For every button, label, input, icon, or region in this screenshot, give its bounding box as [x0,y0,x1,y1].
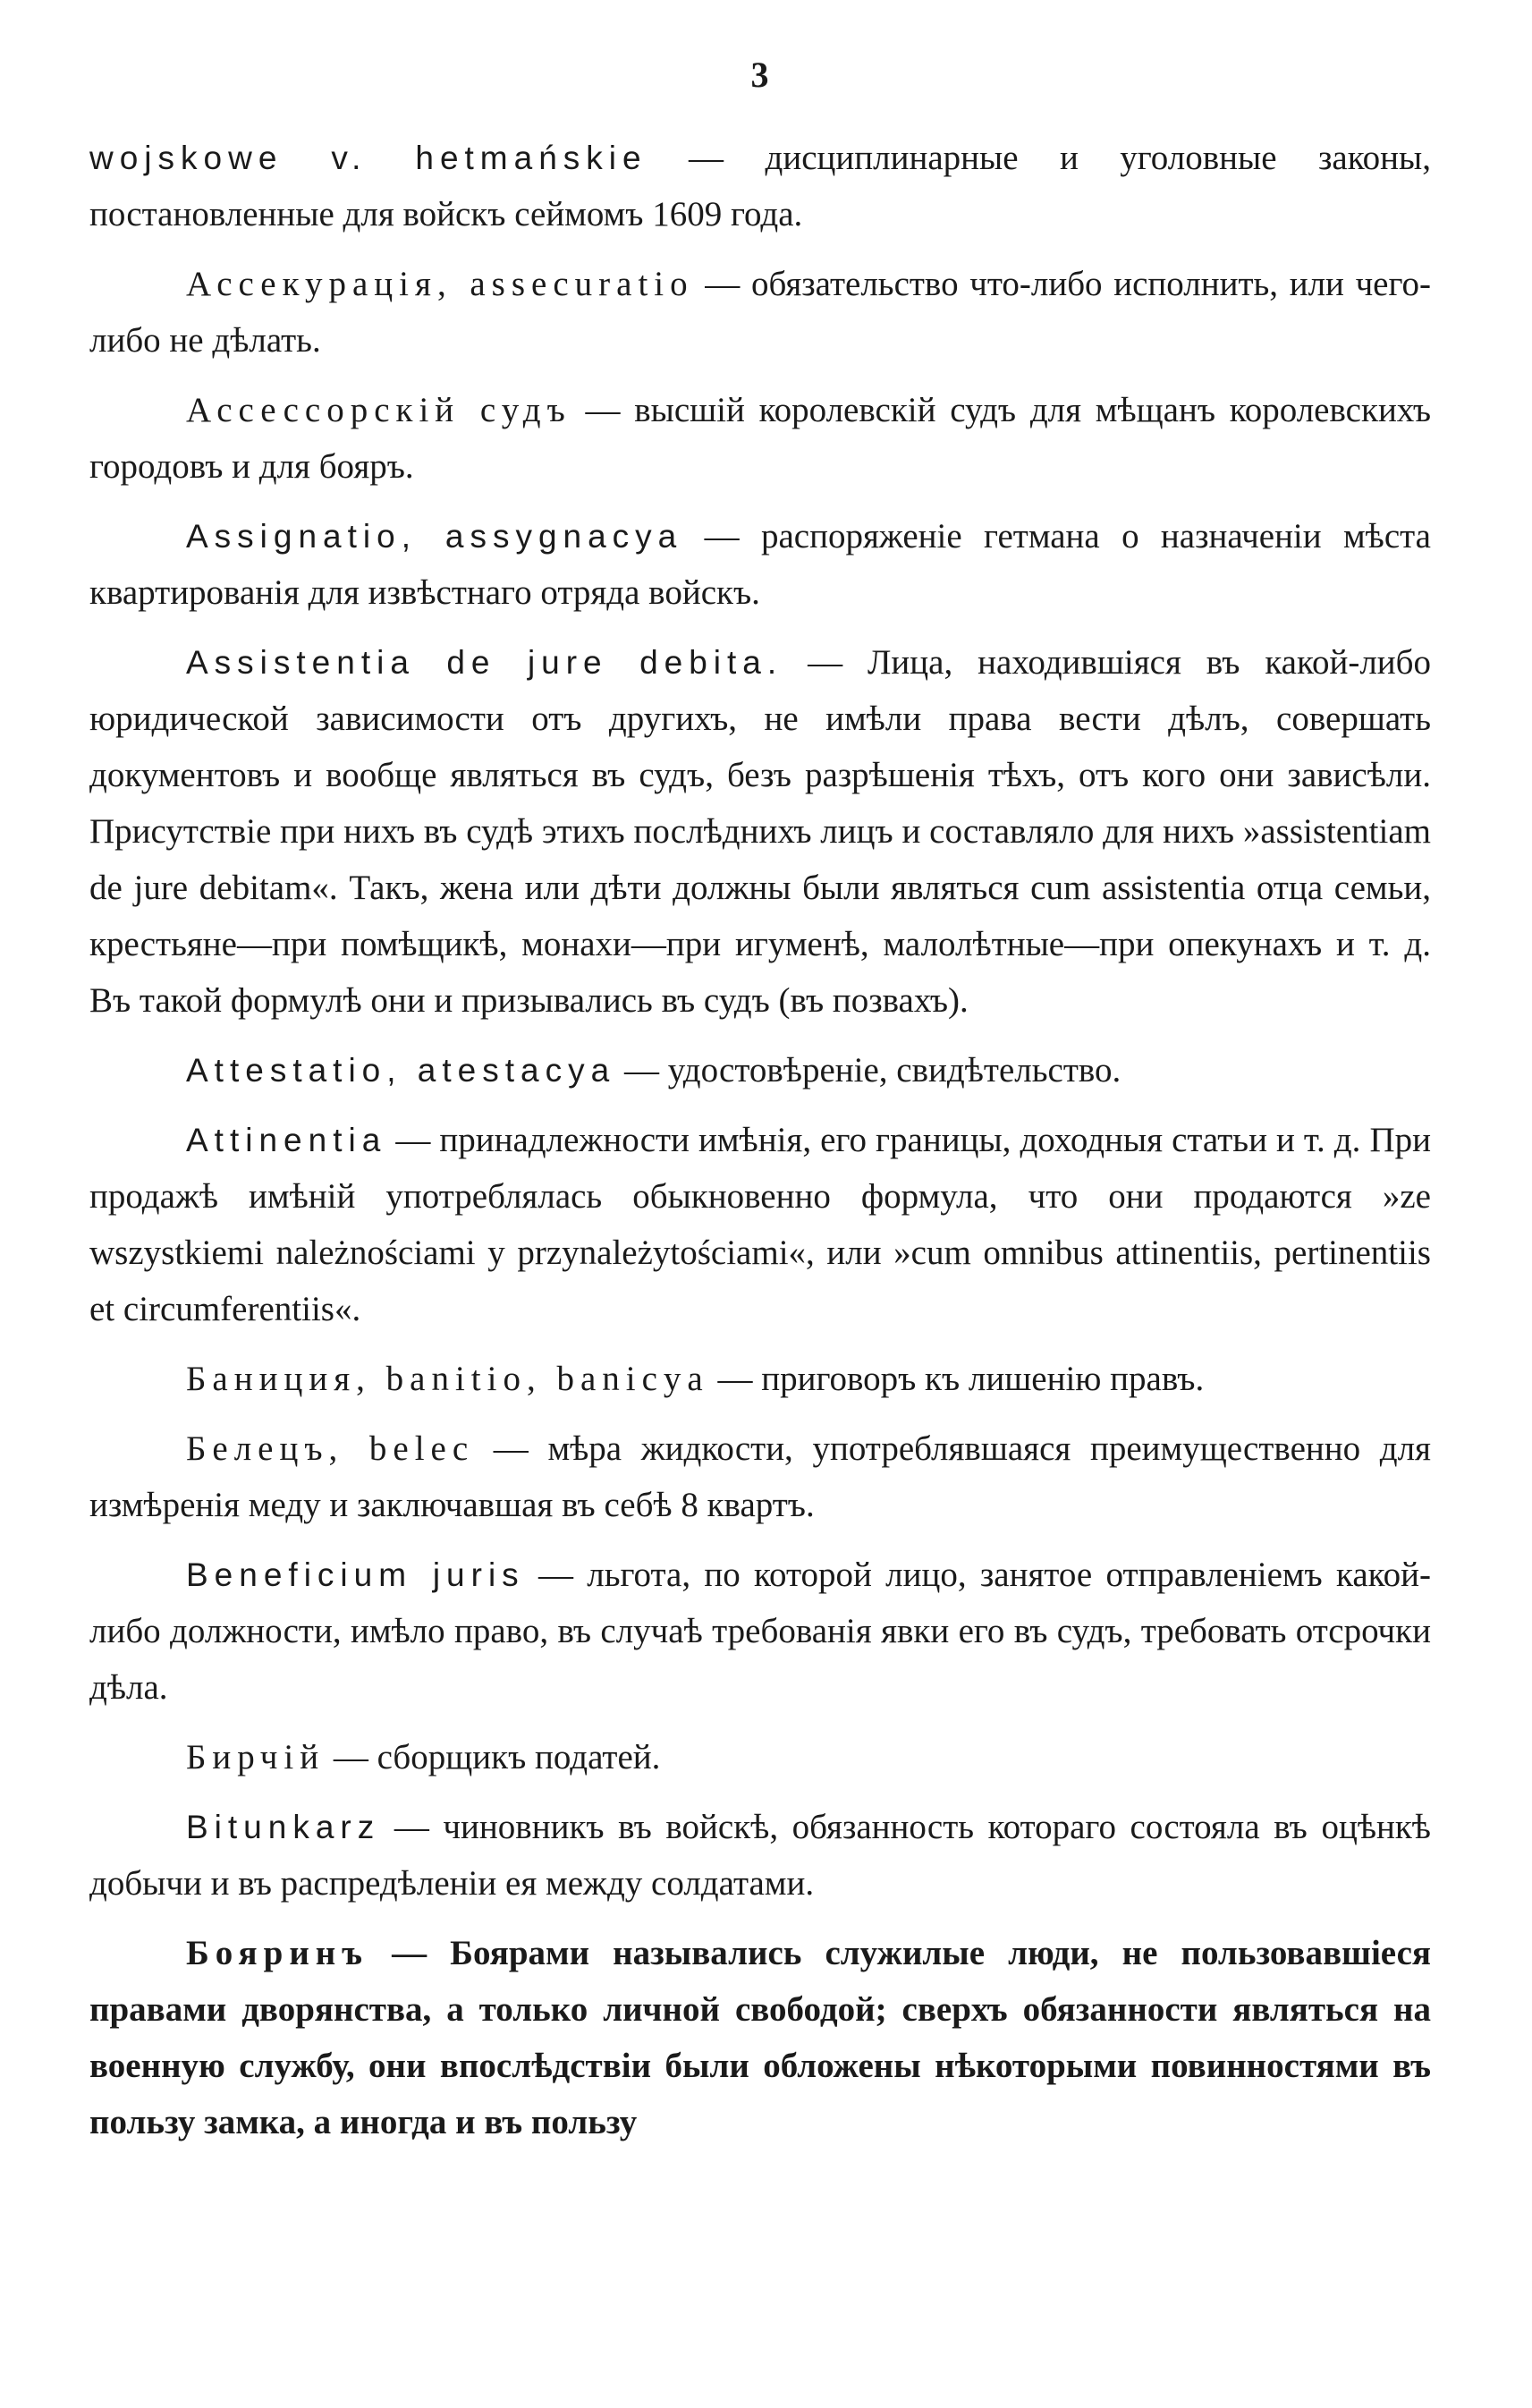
entry-term: Белецъ, belec [186,1429,475,1468]
entry-wojskowe [89,130,1431,242]
entry-term: Бояринъ [186,1934,369,1972]
entry-text: — чиновникъ въ войскѣ, обязанность котораго состояла въ оцѣнкѣ добычи и въ распредѣленіи ея между солдатами. [89,1808,1431,1903]
entry-text: — обязательство что-либо исполнить, или чего-либо не дѣлать. [89,265,1432,360]
entry-belec [89,1420,1431,1533]
entry-term: wojskowe v. hetmańskie [89,140,648,176]
entry-text: — удостовѣреніе, свидѣтельство. [615,1051,1121,1090]
entry-assignatio [89,508,1431,621]
entry-text: — приговоръ къ лишенію правъ. [708,1360,1205,1398]
entry-term: Ассессорскій судъ [186,391,571,429]
entry-assessor-court [89,382,1431,495]
entry-text: — распоряженіе гетмана о назначеніи мѣста квартированія для извѣстнаго отряда войскъ. [89,517,1431,612]
entry-term: Beneficium juris [186,1556,525,1593]
entry-term: Bitunkarz [186,1809,381,1845]
entry-banitio [89,1351,1431,1407]
entry-term: Attinentia [186,1122,387,1158]
entry-attinentia [89,1112,1431,1337]
entry-text: — мѣра жидкости, употреблявшаяся преимущественно для измѣренія меду и заключавшая въ себѣ 8 квартъ. [89,1429,1431,1524]
entry-text: — Лица, находившіяся въ какой-либо юридической зависимости отъ другихъ, не имѣли права вести дѣлъ, совершать документовъ и вообще являться въ судъ, безъ разрѣшенія тѣхъ, отъ кого они зависѣли. Присутствіе при нихъ въ судѣ этихъ послѣднихъ лицъ и составляло для нихъ »assistentiam de jure debitam«. Такъ, жена или дѣти должны были являться cum assistentia отца семьи, крестьяне—при помѣщикѣ, монахи—при игуменѣ, малолѣтные—при опекунахъ и т. д. Въ такой формулѣ они и призывались въ судъ (въ позвахъ). [89,643,1431,1020]
entry-term: Assistentia de jure debita. [186,644,783,681]
entry-text: — льгота, по которой лицо, занятое отправленіемъ какой-либо должности, имѣло право, въ случаѣ требованія явки его въ судъ, требовать отсрочки дѣла. [89,1556,1431,1707]
entry-text: — Боярами назывались служилые люди, не пользовавшіеся правами дворянства, а только личной свободой; сверхъ обязанности являться на военную службу, они впослѣдствіи были обложены нѣкоторыми повинностями въ пользу замка, а иногда и въ пользу [89,1934,1431,2141]
entry-term: Assignatio, assygnacya [186,518,683,555]
entry-term: Ассекурація, assecuratio [186,265,694,303]
entry-bitunkarz [89,1799,1431,1912]
entry-attestatio [89,1042,1431,1098]
entry-assistentia [89,634,1431,1029]
entry-text: — принадлежности имѣнія, его границы, доходныя статьи и т. д. При продажѣ имѣній употреблялась обыкновенно формула, что они продаются »ze wszystkiemi należnościami y przynależytościami«, или »cum omnibus attinentiis, pertinentiis et circumferentiis«. [89,1121,1431,1328]
entry-term: Бирчій [186,1738,326,1776]
entry-term: Баниция, banitio, banicya [186,1360,709,1398]
entry-beneficium-juris [89,1547,1431,1716]
entry-birchiy [89,1729,1431,1785]
document-page [89,54,1431,2164]
entry-boyarin [89,1925,1431,2150]
page-number: 3 [750,55,770,95]
entry-assecuratio [89,256,1431,369]
entry-text: — дисциплинарные и уголовные законы, постановленные для войскъ сеймомъ 1609 года. [89,139,1432,233]
entry-text: — сборщикъ податей. [325,1738,661,1776]
entry-text: — высшій королевскій судъ для мѣщанъ королевскихъ городовъ и для бояръ. [89,391,1431,486]
entry-term: Attestatio, atestacya [186,1052,616,1089]
